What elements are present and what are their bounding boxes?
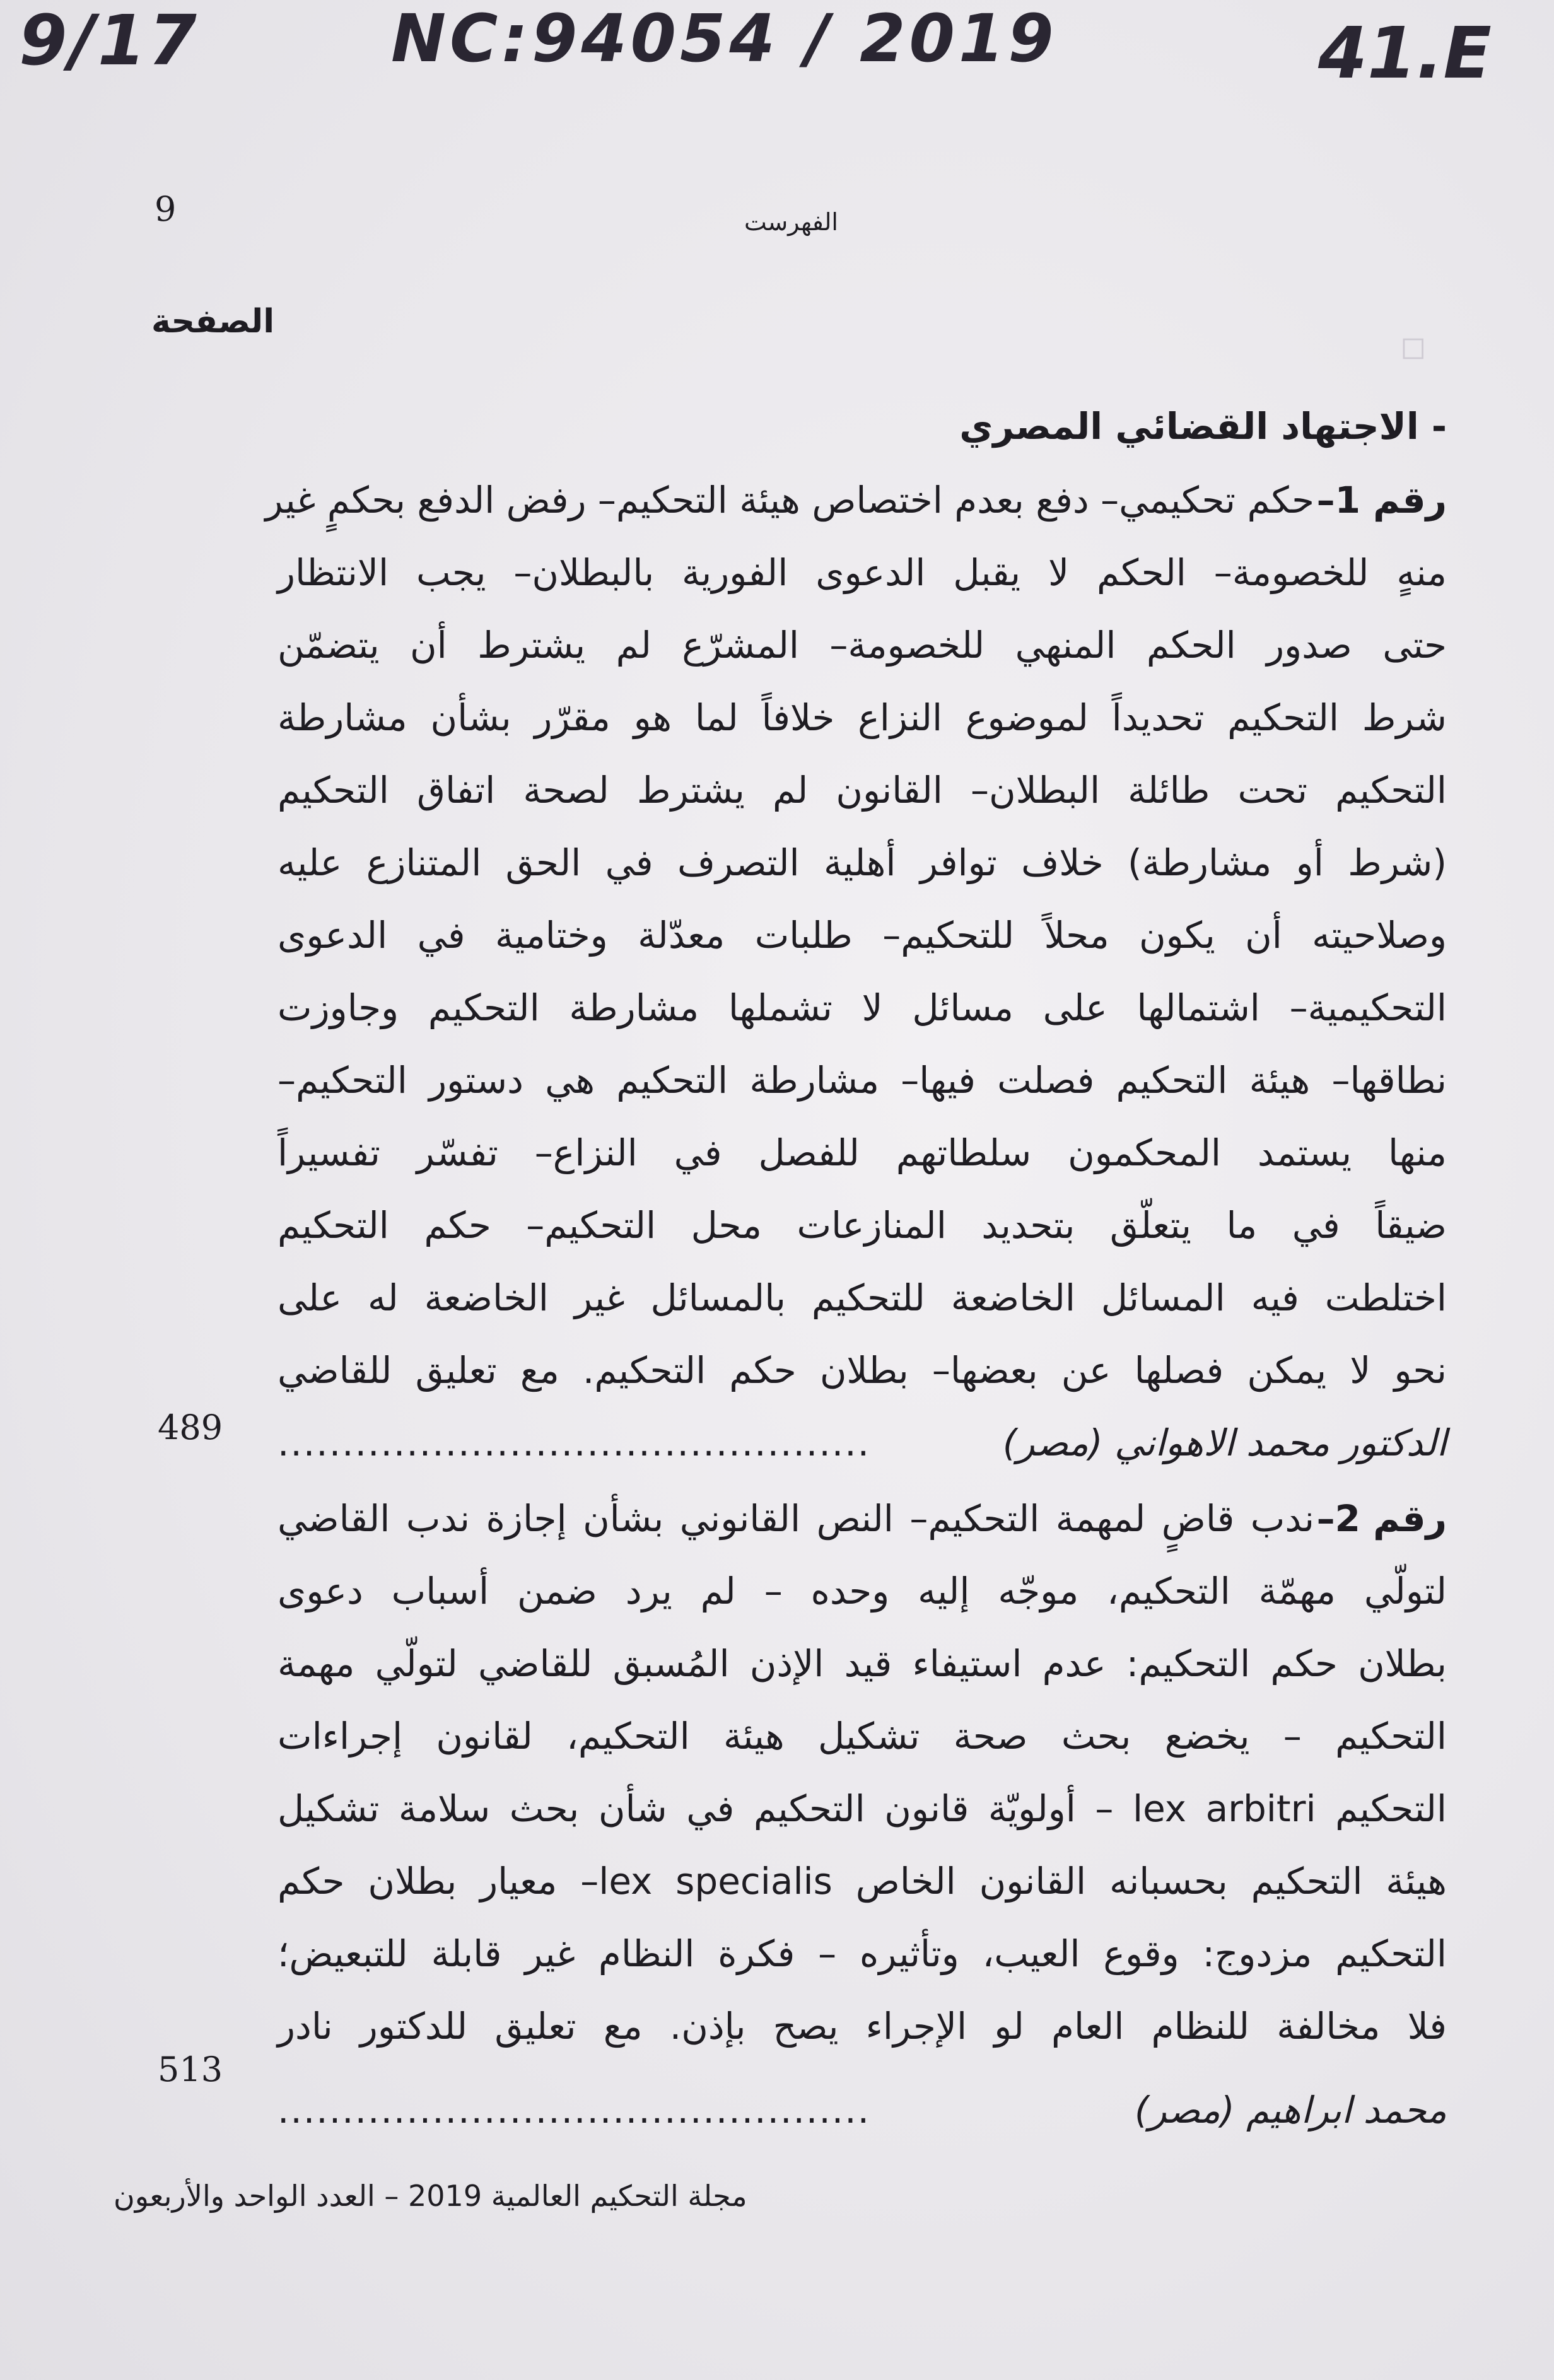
entry-1-line-2: منهٍ للخصومة– الحكم لا يقبل الدعوى الفورية بالبطلان– يجب الانتظار [278, 551, 1447, 594]
entry-2-page-ref: 513 [158, 2050, 223, 2089]
handwritten-note-left: 9/17 [19, 0, 199, 81]
entry-1-line-3: حتى صدور الحكم المنهي للخصومة– المشرّع لم يشترط أن يتضمّن [278, 624, 1447, 667]
entry-1-line-10: منها يستمد المحكمون سلطاتهم للفصل في النزاع– تفسّر تفسيراً [278, 1131, 1447, 1174]
entry-2-line-2: لتولّي مهمّة التحكيم، موجّه إليه وحده – لم يرد ضمن أسباب دعوى [278, 1570, 1447, 1613]
page-column-label: الصفحة [151, 303, 275, 341]
section-title: - الاجتهاد القضائي المصري [959, 405, 1447, 448]
handwritten-reference-number: NC:94054 / 2019 [391, 0, 1058, 77]
entry-1-line-4: شرط التحكيم تحديداً لموضوع النزاع خلافاً لما هو مقرّر بشأن مشارطة [278, 696, 1447, 739]
entry-number-1: رقم 1– [1316, 479, 1447, 522]
running-header-title: الفهرست [744, 208, 838, 236]
entry-2-line-5: التحكيم lex arbitri – أولويّة قانون التحكيم في شأن بحث سلامة تشكيل [278, 1787, 1447, 1830]
journal-footer: مجلة التحكيم العالمية 2019 – العدد الواحد والأربعون [114, 2179, 747, 2213]
page-number: 9 [155, 189, 177, 229]
entry-2-line-8: فلا مخالفة للنظام العام لو الإجراء يصح بإذن. مع تعليق للدكتور نادر [278, 2005, 1447, 2048]
entry-2-line-3: بطلان حكم التحكيم: عدم استيفاء قيد الإذن المُسبق للقاضي لتولّي مهمة [278, 1642, 1447, 1685]
bleed-through-shadow: ◻ [1400, 328, 1427, 365]
entry-1-line-5: التحكيم تحت طائلة البطلان– القانون لم يشترط لصحة اتفاق التحكيم [278, 769, 1447, 812]
handwritten-note-right: 41.E [1318, 13, 1492, 95]
entry-1-line-7: وصلاحيته أن يكون محلاً للتحكيم– طلبات معدّلة وختامية في الدعوى [278, 914, 1447, 957]
entry-2-line-7: التحكيم مزدوج: وقوع العيب، وتأثيره – فكرة النظام غير قابلة للتبعيض؛ [278, 1932, 1447, 1975]
entry-1-line-8: التحكيمية– اشتمالها على مسائل لا تشملها مشارطة التحكيم وجاوزت [278, 986, 1447, 1029]
entry-2-commentator: محمد ابراهيم (مصر) [1134, 2089, 1447, 2132]
entry-1-commentator: الدكتور محمد الاهواني (مصر) [1002, 1421, 1447, 1464]
entry-2-line-6: هيئة التحكيم بحسبانه القانون الخاص lex specialis– معيار بطلان حكم [278, 1860, 1447, 1903]
entry-1-line-6: (شرط أو مشارطة) خلاف توافر أهلية التصرف في الحق المتنازع عليه [278, 841, 1447, 884]
entry-2-line-4: التحكيم – يخضع بحث صحة تشكيل هيئة التحكيم، لقانون إجراءات [278, 1715, 1447, 1758]
entry-1-leader-dots: .............................................. [278, 1421, 871, 1464]
entry-2-line-1: ندب قاضٍ لمهمة التحكيم– النص القانوني بشأن إجازة ندب القاضي [278, 1497, 1314, 1540]
entry-1-line-9: نطاقها– هيئة التحكيم فصلت فيها– مشارطة التحكيم هي دستور التحكيم– [278, 1059, 1447, 1102]
entry-1-line-13: نحو لا يمكن فصلها عن بعضها– بطلان حكم التحكيم. مع تعليق للقاضي [278, 1349, 1447, 1392]
entry-1-line-11: ضيقاً في ما يتعلّق بتحديد المنازعات محل التحكيم– حكم التحكيم [278, 1204, 1447, 1247]
entry-2-leader-dots: .............................................. [278, 2089, 871, 2132]
entry-1-line-1: حكم تحكيمي– دفع بعدم اختصاص هيئة التحكيم– رفض الدفع بحكمٍ غير [265, 479, 1314, 522]
entry-number-2: رقم 2– [1316, 1497, 1447, 1540]
entry-1-page-ref: 489 [158, 1408, 223, 1447]
entry-1-line-12: اختلطت فيه المسائل الخاضعة للتحكيم بالمسائل غير الخاضعة له على [278, 1276, 1447, 1319]
